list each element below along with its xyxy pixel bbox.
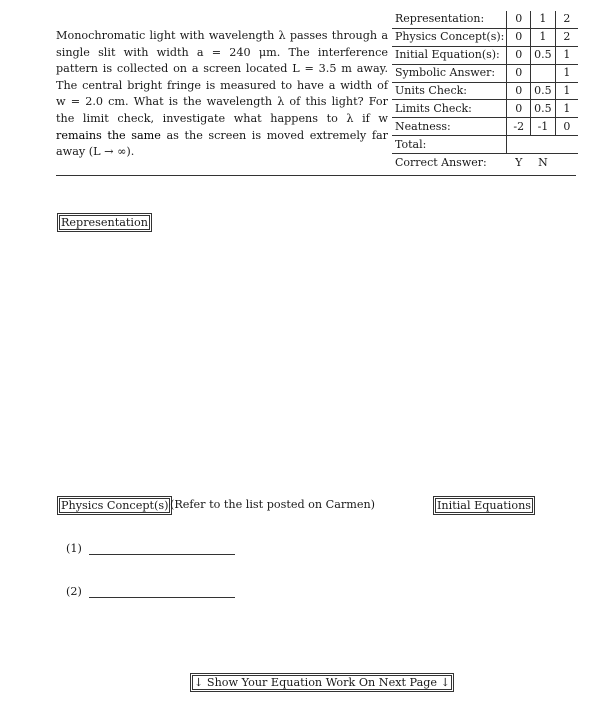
rubric-score: -2: [507, 118, 531, 136]
rubric-row: [392, 154, 578, 171]
rubric-row: [392, 64, 578, 82]
rubric-score: 0: [507, 64, 531, 82]
rubric-row: [392, 118, 578, 136]
rubric-score: 0.5: [531, 46, 556, 64]
rubric-row: [392, 46, 578, 64]
problem-text-emphasis: remains the same: [56, 128, 161, 142]
rubric-score: 1: [531, 28, 556, 46]
rubric-category: Limits Check:: [392, 100, 507, 118]
rubric-score: 1: [555, 64, 578, 82]
rubric-row: [392, 82, 578, 100]
rubric-category: Physics Concept(s):: [392, 28, 507, 46]
blank-line-2[interactable]: [89, 597, 235, 598]
rubric-category: Initial Equation(s):: [392, 46, 507, 64]
blank-line-1[interactable]: [89, 554, 235, 555]
next-page-note: ↓ Show Your Equation Work On Next Page ↓: [190, 673, 454, 692]
grading-rubric: [392, 11, 578, 171]
rubric-row: [392, 136, 578, 154]
problem-text-1: Monochromatic light with wavelength λ passes through a single slit with width a = 240 μm. The interference pattern is collected on a screen located L = 3.5 m away. The central bright fringe is measured to have a width of w = 2.0 cm. What is the wavelength λ of this light? For the limit check, investigate what happens to λ if w: [56, 29, 388, 125]
rubric-score: [555, 136, 578, 154]
physics-concepts-note: (Refer to the list posted on Carmen): [170, 498, 376, 511]
rubric-row: [392, 28, 578, 46]
rubric-score: 1: [555, 100, 578, 118]
problem-statement: [56, 28, 388, 161]
rubric-score: 1: [555, 82, 578, 100]
representation-heading: Representation: [57, 213, 152, 232]
rubric-score: -1: [531, 118, 556, 136]
rubric-score: 0: [507, 46, 531, 64]
rubric-category: Correct Answer:: [395, 155, 487, 169]
rubric-score: 1: [531, 11, 556, 28]
rubric-score: 2: [555, 11, 578, 28]
rubric-category: Total:: [392, 136, 507, 154]
rubric-category: Representation:: [392, 11, 507, 28]
rubric-category: Neatness:: [392, 118, 507, 136]
rubric-score: [531, 136, 556, 154]
rubric-score: Y: [515, 155, 523, 169]
problem-text-2: as the screen is moved extremely far away (L → ∞).: [56, 128, 388, 159]
rubric-row: [392, 100, 578, 118]
physics-concepts-heading: Physics Concept(s): [57, 496, 172, 515]
rubric-score: 0: [507, 11, 531, 28]
rubric-score: 0: [555, 118, 578, 136]
rubric-score: 1: [555, 46, 578, 64]
header-divider: [56, 175, 576, 176]
rubric-score: [507, 136, 531, 154]
initial-equations-heading: Initial Equations: [433, 496, 535, 515]
rubric-score: N: [538, 155, 548, 169]
rubric-category: Units Check:: [392, 82, 507, 100]
rubric-score: 0: [507, 100, 531, 118]
rubric-score: 0.5: [531, 100, 556, 118]
rubric-score: 0: [507, 82, 531, 100]
rubric-score: 2: [555, 28, 578, 46]
rubric-score: 0.5: [531, 82, 556, 100]
rubric-score: 0: [507, 28, 531, 46]
blank-label-1: (1): [66, 542, 82, 555]
rubric-score: [555, 154, 578, 171]
rubric-row: [392, 11, 578, 28]
rubric-score: [531, 64, 556, 82]
rubric-category: Symbolic Answer:: [392, 64, 507, 82]
blank-label-2: (2): [66, 585, 82, 598]
